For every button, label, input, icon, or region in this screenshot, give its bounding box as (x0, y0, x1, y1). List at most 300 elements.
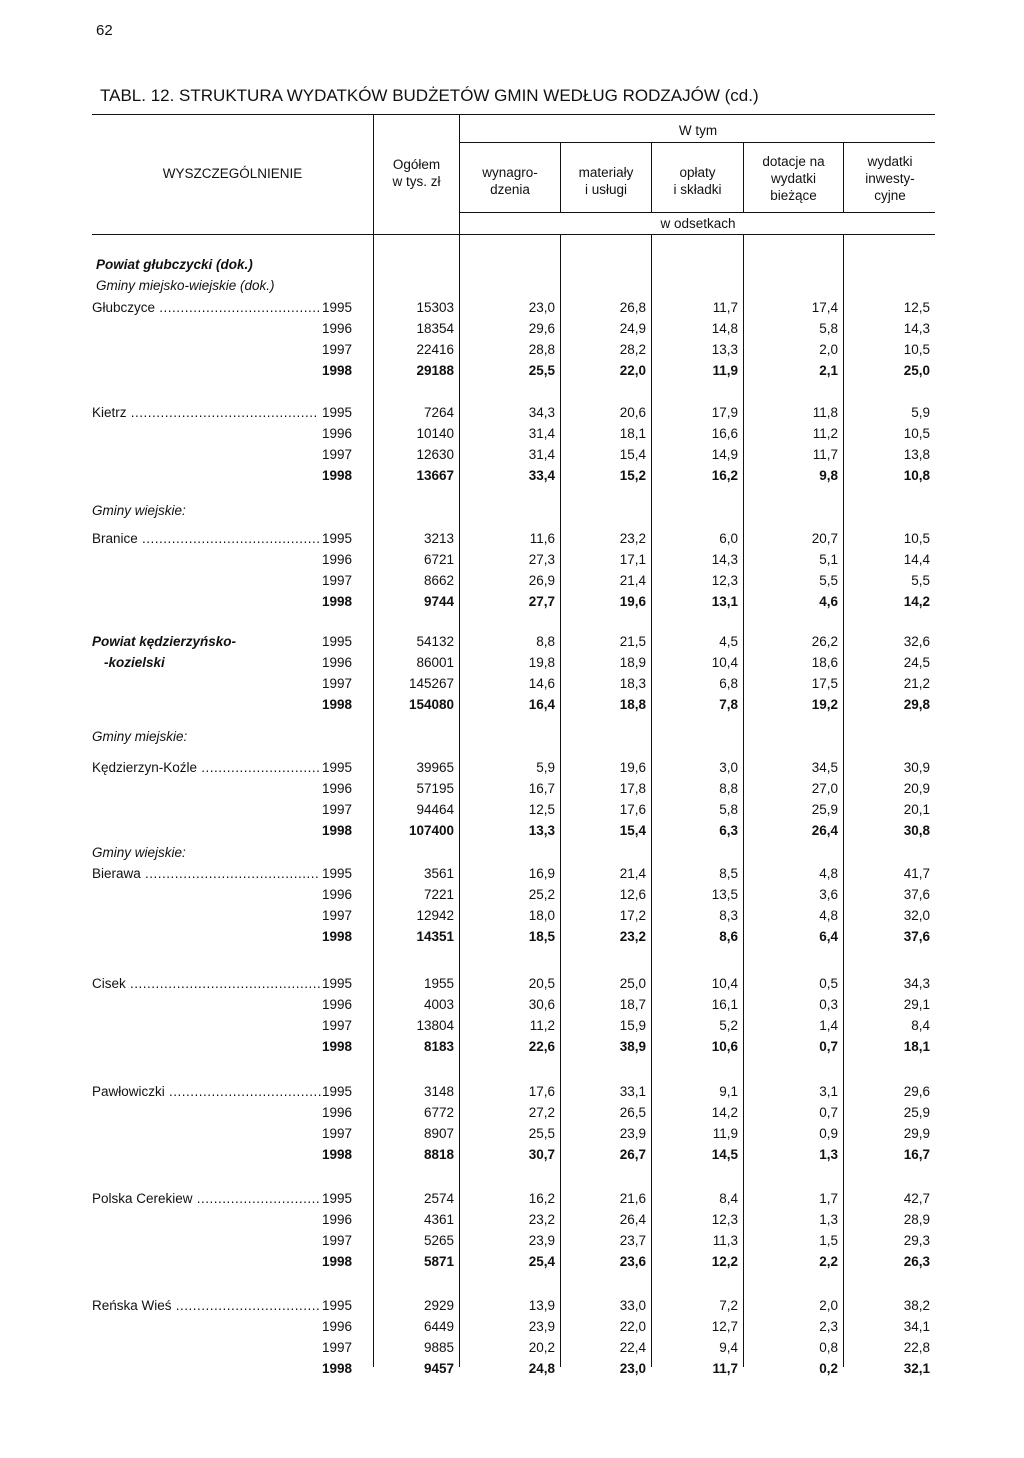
cell-fees: 14,5 (711, 1147, 738, 1162)
table-row (0, 319, 1024, 339)
cell-subsidies: 1,7 (819, 1191, 838, 1206)
cell-materials: 21,6 (619, 1191, 646, 1206)
cell-subsidies: 2,0 (819, 1298, 838, 1313)
row-label: Polska Cerekiew ............................. (92, 1191, 321, 1206)
header-inwestycyjne: wydatki inwesty- cyjne (865, 154, 915, 203)
cell-invest: 25,0 (903, 363, 930, 378)
leader-dots: ......................................... (140, 866, 320, 881)
cell-materials: 23,2 (619, 531, 646, 546)
cell-wages: 30,7 (528, 1147, 555, 1162)
cell-invest: 34,3 (903, 976, 930, 991)
cell-invest: 37,6 (903, 929, 930, 944)
cell-year: 1995 (321, 634, 352, 649)
cell-total: 13804 (416, 1018, 454, 1033)
cell-wages: 34,3 (528, 405, 555, 420)
cell-wages: 23,9 (528, 1233, 555, 1248)
table-row (0, 906, 1024, 926)
cell-year: 1995 (321, 405, 352, 420)
cell-fees: 16,1 (711, 997, 738, 1012)
cell-fees: 8,3 (719, 908, 738, 923)
cell-subsidies: 3,6 (819, 887, 838, 902)
cell-wages: 25,5 (528, 1126, 555, 1141)
cell-total: 107400 (408, 823, 454, 838)
cell-year: 1998 (321, 697, 352, 712)
cell-year: 1996 (321, 321, 352, 336)
cell-wages: 13,9 (528, 1298, 555, 1313)
cell-wages: 18,0 (528, 908, 555, 923)
cell-invest: 30,8 (903, 823, 930, 838)
header-ogolem: Ogółem w tys. zł (392, 157, 441, 189)
cell-materials: 20,6 (619, 405, 646, 420)
cell-subsidies: 5,8 (819, 321, 838, 336)
cell-fees: 11,9 (712, 363, 738, 378)
table-row (0, 779, 1024, 799)
cell-invest: 5,5 (911, 573, 930, 588)
cell-wages: 25,5 (528, 363, 555, 378)
cell-fees: 5,2 (719, 1018, 738, 1033)
cell-total: 9457 (423, 1361, 454, 1376)
cell-materials: 15,4 (619, 447, 646, 462)
section-label: Powiat głubczycki (dok.) (96, 257, 253, 272)
leader-dots: ............................. (192, 1191, 321, 1206)
cell-invest: 25,9 (903, 1105, 930, 1120)
cell-year: 1995 (321, 760, 352, 775)
cell-materials: 17,2 (619, 908, 646, 923)
leader-dots: .................................. (171, 1298, 321, 1313)
table-row (0, 340, 1024, 360)
cell-invest: 14,4 (903, 552, 930, 567)
cell-wages: 22,6 (528, 1039, 555, 1054)
cell-total: 3213 (423, 531, 454, 546)
row-label: Bierawa ......................................... (92, 866, 320, 881)
cell-invest: 12,5 (903, 300, 930, 315)
cell-wages: 11,6 (529, 531, 555, 546)
cell-invest: 32,0 (903, 908, 930, 923)
cell-materials: 22,0 (619, 363, 646, 378)
cell-fees: 7,8 (719, 697, 738, 712)
cell-fees: 10,4 (711, 976, 738, 991)
cell-total: 18354 (416, 321, 454, 336)
cell-wages: 25,4 (528, 1254, 555, 1269)
cell-total: 1955 (423, 976, 454, 991)
cell-total: 94464 (416, 802, 454, 817)
cell-fees: 14,8 (711, 321, 738, 336)
cell-wages: 20,5 (528, 976, 555, 991)
cell-total: 9744 (423, 594, 454, 609)
page-number: 62 (96, 22, 113, 39)
table-row (0, 571, 1024, 591)
cell-subsidies: 2,3 (819, 1319, 838, 1334)
table-row (0, 674, 1024, 694)
cell-materials: 18,3 (619, 676, 646, 691)
cell-invest: 26,3 (903, 1254, 930, 1269)
cell-invest: 5,9 (911, 405, 930, 420)
cell-total: 7264 (423, 405, 454, 420)
cell-invest: 14,2 (903, 594, 930, 609)
table-row (0, 298, 1024, 318)
cell-fees: 11,9 (712, 1126, 738, 1141)
cell-wages: 26,9 (528, 573, 555, 588)
table-row (0, 1231, 1024, 1251)
cell-materials: 23,6 (619, 1254, 646, 1269)
cell-subsidies: 5,1 (819, 552, 838, 567)
cell-wages: 23,0 (528, 300, 555, 315)
cell-subsidies: 5,5 (819, 573, 838, 588)
table-row (0, 1124, 1024, 1144)
cell-subsidies: 1,4 (819, 1018, 838, 1033)
cell-year: 1995 (321, 1191, 352, 1206)
cell-total: 86001 (416, 655, 454, 670)
cell-invest: 10,5 (903, 426, 930, 441)
cell-fees: 16,6 (711, 426, 738, 441)
header-dotacje: dotacje na wydatki bieżące (762, 154, 825, 203)
table-row (0, 695, 1024, 715)
table-row (0, 1296, 1024, 1316)
table-row (0, 445, 1024, 465)
cell-fees: 10,6 (711, 1039, 738, 1054)
cell-materials: 23,0 (619, 1361, 646, 1376)
cell-total: 2574 (423, 1191, 454, 1206)
cell-subsidies: 1,3 (819, 1147, 838, 1162)
cell-fees: 8,8 (719, 781, 738, 796)
cell-fees: 6,8 (719, 676, 738, 691)
cell-total: 4361 (423, 1212, 454, 1227)
cell-wages: 12,5 (528, 802, 555, 817)
table-row (0, 1016, 1024, 1036)
cell-materials: 17,8 (619, 781, 646, 796)
table-row (0, 864, 1024, 884)
cell-year: 1997 (321, 676, 352, 691)
cell-total: 5265 (423, 1233, 454, 1248)
cell-year: 1995 (321, 1084, 352, 1099)
cell-subsidies: 17,5 (811, 676, 838, 691)
cell-year: 1995 (321, 976, 352, 991)
cell-invest: 29,9 (903, 1126, 930, 1141)
cell-year: 1997 (321, 802, 352, 817)
cell-materials: 33,0 (619, 1298, 646, 1313)
cell-invest: 24,5 (903, 655, 930, 670)
leader-dots: ............................ (197, 760, 321, 775)
cell-year: 1996 (321, 997, 352, 1012)
cell-subsidies: 11,7 (812, 447, 838, 462)
cell-total: 15303 (416, 300, 454, 315)
cell-fees: 11,3 (712, 1233, 738, 1248)
cell-year: 1997 (321, 447, 352, 462)
cell-total: 8183 (423, 1039, 454, 1054)
cell-year: 1995 (321, 531, 352, 546)
cell-total: 6721 (423, 552, 454, 567)
cell-materials: 17,1 (619, 552, 646, 567)
cell-total: 8662 (423, 573, 454, 588)
rule-odsetkach-top (459, 212, 935, 213)
section-label: Gminy wiejskie: (92, 503, 186, 518)
cell-invest: 10,5 (903, 531, 930, 546)
cell-materials: 38,9 (619, 1039, 646, 1054)
cell-subsidies: 3,1 (819, 1084, 838, 1099)
cell-year: 1997 (321, 1233, 352, 1248)
cell-invest: 34,1 (903, 1319, 930, 1334)
cell-materials: 23,9 (619, 1126, 646, 1141)
cell-wages: 5,9 (536, 760, 555, 775)
cell-invest: 20,9 (903, 781, 930, 796)
cell-invest: 29,3 (903, 1233, 930, 1248)
cell-year: 1998 (321, 468, 352, 483)
cell-total: 3148 (423, 1084, 454, 1099)
leader-dots: ............................................ (126, 405, 318, 420)
table-row (0, 403, 1024, 423)
header-materialy: materiały i usługi (578, 165, 634, 197)
cell-year: 1998 (321, 823, 352, 838)
cell-subsidies: 11,8 (812, 405, 838, 420)
cell-year: 1998 (321, 594, 352, 609)
cell-materials: 18,9 (619, 655, 646, 670)
cell-wages: 11,2 (529, 1018, 555, 1033)
cell-subsidies: 2,1 (819, 363, 838, 378)
table-row (0, 821, 1024, 841)
table-row (0, 1082, 1024, 1102)
cell-invest: 20,1 (903, 802, 930, 817)
cell-materials: 25,0 (619, 976, 646, 991)
cell-total: 5871 (423, 1254, 454, 1269)
cell-fees: 3,0 (719, 760, 738, 775)
cell-fees: 4,5 (719, 634, 738, 649)
cell-materials: 15,4 (619, 823, 646, 838)
table-row (0, 927, 1024, 947)
cell-invest: 42,7 (903, 1191, 930, 1206)
cell-wages: 8,8 (536, 634, 555, 649)
cell-subsidies: 0,7 (819, 1039, 838, 1054)
cell-materials: 26,4 (619, 1212, 646, 1227)
cell-subsidies: 0,2 (819, 1361, 838, 1376)
cell-materials: 28,2 (619, 342, 646, 357)
cell-subsidies: 0,3 (819, 997, 838, 1012)
cell-year: 1996 (321, 1212, 352, 1227)
cell-invest: 29,1 (903, 997, 930, 1012)
cell-total: 12630 (416, 447, 454, 462)
cell-subsidies: 1,5 (819, 1233, 838, 1248)
leader-dots: ...................................... (155, 300, 321, 315)
cell-fees: 5,8 (719, 802, 738, 817)
cell-wages: 24,8 (528, 1361, 555, 1376)
cell-year: 1995 (321, 300, 352, 315)
section-label: Gminy miejsko-wiejskie (dok.) (96, 278, 275, 293)
row-label: Reńska Wieś .................................. (92, 1298, 321, 1313)
cell-invest: 21,2 (903, 676, 930, 691)
table-row (0, 361, 1024, 381)
cell-total: 29188 (416, 363, 454, 378)
cell-year: 1996 (321, 1319, 352, 1334)
cell-wages: 14,6 (528, 676, 555, 691)
cell-fees: 9,4 (719, 1340, 738, 1355)
cell-subsidies: 27,0 (811, 781, 838, 796)
rule-header-bottom (92, 234, 935, 235)
cell-materials: 21,5 (619, 634, 646, 649)
cell-subsidies: 0,8 (819, 1340, 838, 1355)
cell-invest: 28,9 (903, 1212, 930, 1227)
cell-year: 1997 (321, 573, 352, 588)
cell-year: 1997 (321, 908, 352, 923)
cell-subsidies: 11,2 (812, 426, 838, 441)
cell-invest: 37,6 (903, 887, 930, 902)
cell-fees: 17,9 (711, 405, 738, 420)
cell-total: 10140 (416, 426, 454, 441)
section-label: Gminy miejskie: (92, 729, 188, 744)
cell-materials: 17,6 (619, 802, 646, 817)
cell-year: 1998 (321, 363, 352, 378)
cell-subsidies: 0,5 (819, 976, 838, 991)
cell-total: 14351 (416, 929, 454, 944)
cell-fees: 6,0 (719, 531, 738, 546)
cell-year: 1995 (321, 866, 352, 881)
cell-total: 6449 (423, 1319, 454, 1334)
cell-fees: 12,3 (711, 1212, 738, 1227)
cell-wages: 16,7 (528, 781, 555, 796)
cell-subsidies: 18,6 (811, 655, 838, 670)
cell-total: 3561 (423, 866, 454, 881)
cell-fees: 14,2 (711, 1105, 738, 1120)
cell-fees: 11,7 (712, 300, 738, 315)
cell-fees: 6,3 (719, 823, 738, 838)
cell-subsidies: 4,6 (819, 594, 838, 609)
cell-subsidies: 20,7 (811, 531, 838, 546)
table-row (0, 550, 1024, 570)
cell-fees: 14,3 (711, 552, 738, 567)
table-row (0, 1145, 1024, 1165)
section-label: -kozielski (104, 655, 165, 670)
cell-total: 2929 (423, 1298, 454, 1313)
cell-fees: 12,7 (711, 1319, 738, 1334)
cell-wages: 28,8 (528, 342, 555, 357)
cell-total: 13667 (416, 468, 454, 483)
cell-wages: 23,2 (528, 1212, 555, 1227)
cell-wages: 16,9 (528, 866, 555, 881)
table-row (0, 1338, 1024, 1358)
rule-top (92, 114, 935, 115)
cell-wages: 29,6 (528, 321, 555, 336)
cell-materials: 22,4 (619, 1340, 646, 1355)
cell-materials: 33,1 (619, 1084, 646, 1099)
cell-materials: 15,9 (619, 1018, 646, 1033)
cell-fees: 8,6 (719, 929, 738, 944)
cell-wages: 31,4 (528, 426, 555, 441)
cell-invest: 14,3 (903, 321, 930, 336)
cell-wages: 27,3 (528, 552, 555, 567)
cell-total: 22416 (416, 342, 454, 357)
row-label: Kietrz ............................................ (92, 405, 318, 420)
leader-dots: .................................... (164, 1084, 323, 1099)
cell-materials: 24,9 (619, 321, 646, 336)
cell-wages: 19,8 (528, 655, 555, 670)
cell-year: 1997 (321, 1340, 352, 1355)
cell-total: 6772 (423, 1105, 454, 1120)
cell-wages: 18,5 (528, 929, 555, 944)
header-wynagrodzenia: wynagro- dzenia (482, 165, 538, 197)
cell-wages: 17,6 (528, 1084, 555, 1099)
rule-wtym (459, 142, 935, 143)
cell-materials: 21,4 (619, 573, 646, 588)
cell-subsidies: 0,7 (819, 1105, 838, 1120)
cell-fees: 14,9 (711, 447, 738, 462)
cell-year: 1998 (321, 929, 352, 944)
cell-invest: 13,8 (903, 447, 930, 462)
table-row (0, 1252, 1024, 1272)
cell-year: 1996 (321, 781, 352, 796)
table-row (0, 800, 1024, 820)
cell-fees: 10,4 (711, 655, 738, 670)
cell-wages: 20,2 (528, 1340, 555, 1355)
table-row (0, 1359, 1024, 1379)
cell-materials: 21,4 (619, 866, 646, 881)
cell-fees: 12,3 (711, 573, 738, 588)
cell-materials: 12,6 (619, 887, 646, 902)
cell-wages: 16,2 (528, 1191, 555, 1206)
cell-year: 1996 (321, 552, 352, 567)
cell-wages: 27,7 (528, 594, 555, 609)
cell-invest: 29,6 (903, 1084, 930, 1099)
cell-total: 57195 (416, 781, 454, 796)
header-w-tym: W tym (678, 123, 718, 138)
cell-wages: 23,9 (528, 1319, 555, 1334)
cell-year: 1997 (321, 342, 352, 357)
cell-subsidies: 4,8 (819, 908, 838, 923)
table-row (0, 424, 1024, 444)
cell-invest: 38,2 (903, 1298, 930, 1313)
row-label: Branice .......................................... (92, 531, 321, 546)
cell-year: 1998 (321, 1147, 352, 1162)
cell-subsidies: 9,8 (819, 468, 838, 483)
table-row (0, 885, 1024, 905)
cell-year: 1998 (321, 1361, 352, 1376)
cell-fees: 11,7 (712, 1361, 738, 1376)
cell-wages: 27,2 (528, 1105, 555, 1120)
cell-subsidies: 0,9 (819, 1126, 838, 1141)
row-label: Cisek ............................................. (92, 976, 322, 991)
table-row (0, 995, 1024, 1015)
cell-fees: 13,3 (711, 342, 738, 357)
cell-total: 8818 (423, 1147, 454, 1162)
cell-total: 39965 (416, 760, 454, 775)
header-w-odsetkach: w odsetkach (660, 216, 736, 231)
cell-year: 1995 (321, 1298, 352, 1313)
cell-wages: 25,2 (528, 887, 555, 902)
cell-year: 1997 (321, 1126, 352, 1141)
cell-invest: 16,7 (903, 1147, 930, 1162)
cell-wages: 13,3 (528, 823, 555, 838)
cell-subsidies: 2,2 (819, 1254, 838, 1269)
cell-materials: 18,1 (619, 426, 646, 441)
cell-invest: 10,8 (903, 468, 930, 483)
cell-fees: 7,2 (719, 1298, 738, 1313)
cell-year: 1996 (321, 426, 352, 441)
header-wyszczegolnienie: WYSZCZEGÓLNIENIE (162, 166, 303, 181)
cell-materials: 22,0 (619, 1319, 646, 1334)
table-row (0, 592, 1024, 612)
section-label: Powiat kędzierzyńsko- (92, 634, 237, 649)
table-row (0, 653, 1024, 673)
cell-year: 1997 (321, 1018, 352, 1033)
cell-year: 1996 (321, 655, 352, 670)
cell-invest: 22,8 (903, 1340, 930, 1355)
cell-fees: 16,2 (711, 468, 738, 483)
cell-year: 1998 (321, 1039, 352, 1054)
cell-subsidies: 2,0 (819, 342, 838, 357)
cell-year: 1998 (321, 1254, 352, 1269)
table-title: TABL. 12. STRUKTURA WYDATKÓW BUDŻETÓW GMIN WEDŁUG RODZAJÓW (cd.) (100, 86, 759, 105)
cell-year: 1996 (321, 887, 352, 902)
cell-materials: 26,7 (619, 1147, 646, 1162)
cell-subsidies: 26,2 (811, 634, 838, 649)
cell-fees: 13,1 (711, 594, 738, 609)
